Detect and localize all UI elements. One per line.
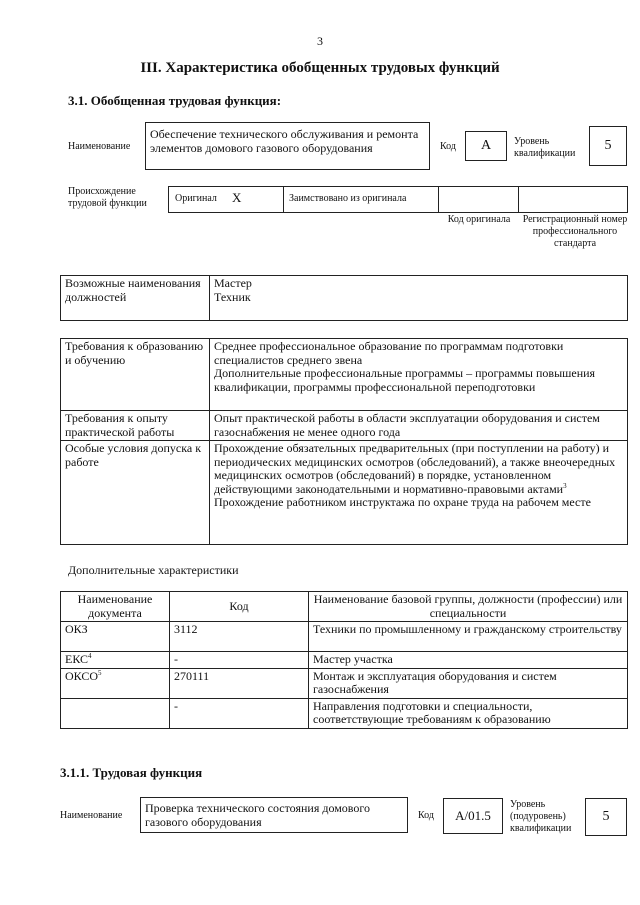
tf-name-label: Наименование (60, 810, 123, 821)
gtf-level-value: 5 (604, 138, 612, 153)
req-education-label: Требования к образованию и обучению (61, 339, 210, 411)
doc-cell (61, 668, 170, 698)
gtf-name-box (145, 122, 430, 170)
gtf-code-box (465, 131, 507, 161)
page-number: 3 (317, 34, 323, 48)
origin-divider (283, 186, 284, 213)
footnote-mark: 4 (88, 652, 92, 660)
doc-cell (61, 652, 170, 669)
position-item: Техник (214, 289, 251, 304)
name-cell: Монтаж и эксплуатация оборудования и систем газоснабжения (309, 668, 628, 698)
tf-name-box (140, 797, 408, 833)
positions-values (210, 276, 628, 321)
original-mark: X (232, 190, 242, 205)
req-education-value (210, 339, 628, 411)
section-title: III. Характеристика обобщенных трудовых функций (140, 60, 500, 76)
requirements-table (60, 338, 628, 545)
req-line: Дополнительные профессиональные программы – программы повышения квалификации, программы профессиональной переподготовки (214, 366, 596, 394)
code-cell: - (170, 652, 309, 669)
table-row (61, 622, 628, 652)
col-header: Наименование базовой группы, должности (профессии) или специальности (309, 592, 628, 622)
col-header: Код (170, 592, 309, 622)
additional-table (60, 591, 628, 729)
req-line: Опыт практической работы в области эксплуатации оборудования и систем газоснабжения не менее одного года (214, 411, 600, 439)
name-cell: Направления подготовки и специальности, соответствующие требованиям к образованию (309, 698, 628, 728)
position-item: Мастер (214, 276, 252, 290)
req-line: Прохождение работником инструктажа по охране труда на рабочем месте (214, 495, 591, 509)
original-label: Оригинал (175, 193, 217, 204)
table-row (61, 652, 628, 669)
tf-code-value: A/01.5 (455, 808, 491, 823)
doc-name: ОКЗ (65, 622, 88, 636)
doc-cell (61, 698, 170, 728)
gtf-level-box (589, 126, 627, 166)
additional-title: Дополнительные характеристики (68, 563, 239, 577)
req-special-label: Особые условия допуска к работе (61, 441, 210, 545)
req-experience-value (210, 411, 628, 441)
doc-cell (61, 622, 170, 652)
original-code-caption: Код оригинала (447, 214, 511, 225)
code-cell: - (170, 698, 309, 728)
name-label: Наименование (68, 141, 131, 152)
positions-label: Возможные наименования должностей (61, 276, 210, 321)
tf-level-value: 5 (602, 809, 610, 824)
name-cell: Техники по промышленному и гражданскому строительству (309, 622, 628, 652)
positions-table (60, 275, 628, 321)
footnote-mark: 3 (563, 481, 567, 490)
req-special-value (210, 441, 628, 545)
tf-code-box (443, 798, 503, 834)
code-label: Код (440, 141, 456, 152)
req-line: Среднее профессиональное образование по программам подготовки специалистов среднего звена (214, 339, 564, 367)
footnote-mark: 5 (98, 668, 102, 677)
req-experience-label: Требования к опыту практической работы (61, 411, 210, 441)
col-header: Наименование документа (61, 592, 170, 622)
subsection-311-title: 3.1.1. Трудовая функция (60, 765, 203, 780)
origin-divider (438, 186, 439, 213)
name-cell: Мастер участка (309, 652, 628, 669)
tf-level-label: Уровень (подуровень) квалификации (510, 799, 572, 834)
gtf-name-value: Обеспечение технического обслуживания и ремонта элементов домового газового оборудования (150, 127, 419, 155)
reg-number-caption: Регистрационный номер профессионального стандарта (522, 214, 628, 249)
gtf-code-value: A (480, 138, 492, 153)
code-cell: 270111 (170, 668, 309, 698)
borrowed-label: Заимствовано из оригинала (289, 193, 407, 204)
level-label: Уровень квалификации (514, 136, 576, 159)
origin-divider (518, 186, 519, 213)
req-line (214, 442, 623, 496)
doc-name: ОКСО (65, 668, 99, 683)
req-line-text: Прохождение обязательных предварительных (при поступлении на работу) и периодических медицинских осмотров (обследований), а также внеочередных медицинских осмотров (обследований) в порядке, установленном действующими законодательными и нормативно-правовыми актами (214, 441, 616, 496)
table-row (61, 698, 628, 728)
tf-level-box (585, 798, 627, 836)
tf-name-value: Проверка технического состояния домового газового оборудования (145, 801, 371, 829)
origin-label: Происхождение трудовой функции (68, 186, 147, 209)
table-row (61, 668, 628, 698)
tf-code-label: Код (418, 810, 434, 821)
subsection-title: 3.1. Обобщенная трудовая функция: (68, 93, 282, 108)
doc-name: ЕКС (65, 652, 89, 666)
code-cell: 3112 (170, 622, 309, 652)
